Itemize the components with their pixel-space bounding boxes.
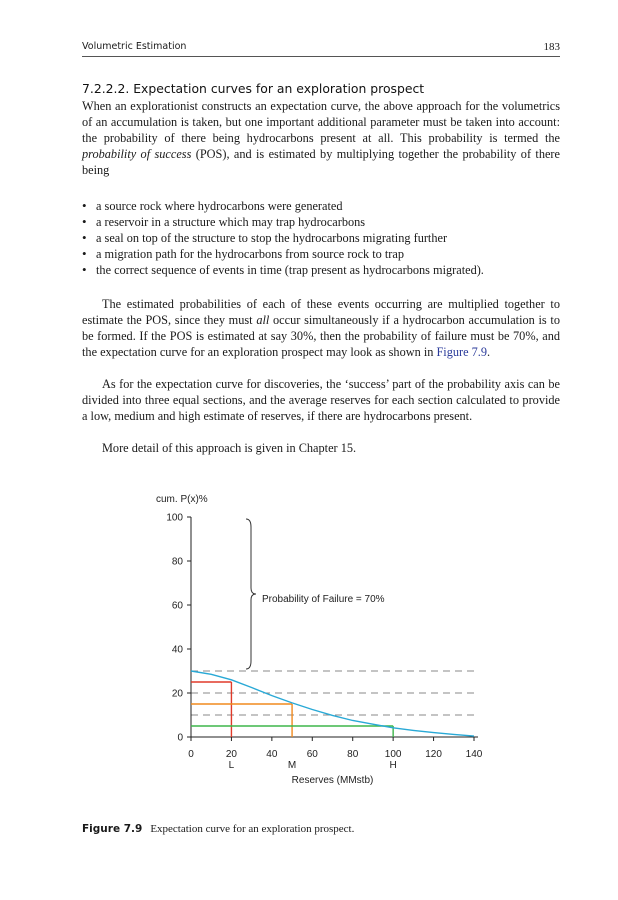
x-tick-label: 20	[225, 749, 237, 760]
expectation-chart	[140, 490, 500, 820]
section-heading: 7.2.2.2. Expectation curves for an exploration prospect	[82, 81, 425, 96]
success-paragraph: As for the expectation curve for discoveries, the ‘success’ part of the probability axis can be divided into three equal sections, and the average reserves for each section calculated to provide a low, medium and high estimate of reserves, if there are hydrocarbons present.	[82, 377, 560, 423]
y-tick-label: 100	[166, 512, 183, 524]
x-tick-label: 120	[425, 749, 442, 760]
x-tick-label: 80	[347, 749, 359, 760]
x-tick-label: 100	[384, 749, 402, 760]
y-tick-label: 60	[171, 600, 183, 612]
x-tick-label: 60	[306, 749, 318, 760]
pos-emphasis: all	[256, 313, 270, 327]
intro-text-1: When an explorationist constructs an expectation curve, the above approach for the volumetrics of an accumulation is taken, but one important additional parameter must be taken into account: the probability of there being hydrocarbons present at all. This probability is termed the	[82, 99, 560, 145]
y-tick-label: 80	[171, 556, 183, 568]
event-list	[82, 198, 560, 278]
list-item: • a reservoir in a structure which may trap hydrocarbons	[82, 214, 560, 230]
pos-text-1: The estimated probabilities of each of these events occurring are multiplied together to estimate the POS, since they must	[82, 297, 560, 327]
figure-caption	[82, 823, 354, 835]
figure-link[interactable]: Figure 7.9	[436, 345, 488, 359]
y-tick-label: 20	[171, 688, 183, 700]
estimate-label: L	[228, 760, 235, 771]
expectation-curve-figure	[140, 490, 500, 825]
estimate-label: H	[389, 760, 397, 771]
x-tick-label: 140	[465, 749, 483, 760]
chapter-reference: More detail of this approach is given in Chapter 15.	[102, 441, 357, 455]
intro-text-2: (POS), and is estimated by multiplying together the probability of there being	[82, 147, 560, 177]
y-tick-label: 40	[171, 644, 183, 656]
running-head	[82, 40, 560, 57]
caption-text: Expectation curve for an exploration prospect.	[150, 823, 355, 835]
x-axis-label: Reserves (MMstb)	[291, 775, 374, 786]
list-item: • the correct sequence of events in time (trap present as hydrocarbons migrated).	[82, 262, 560, 278]
pos-text-3: .	[487, 345, 491, 359]
y-axis-label: cum. P(x)%	[156, 494, 208, 505]
running-head-title: Volumetric Estimation	[82, 41, 187, 52]
page-number: 183	[543, 41, 560, 53]
pos-text-2: occur simultaneously if a hydrocarbon accumulation is to be formed. If the POS is estimated at say 30%, then the probability of failure must be 70%, and the expectation curve for an exploration prospect may look as shown in	[82, 313, 560, 359]
failure-brace	[246, 519, 256, 669]
list-item: • a seal on top of the structure to stop the hydrocarbons migrating further	[82, 230, 560, 246]
list-item: • a source rock where hydrocarbons were generated	[82, 198, 560, 214]
failure-annotation: Probability of Failure = 70%	[262, 594, 385, 605]
pos-paragraph	[82, 296, 560, 360]
caption-label: Figure 7.9	[82, 823, 143, 835]
list-item: • a migration path for the hydrocarbons from source rock to trap	[82, 246, 560, 262]
x-tick-label: 40	[266, 749, 278, 760]
y-tick-label: 0	[177, 732, 183, 744]
estimate-label: M	[287, 760, 297, 771]
intro-emphasis: probability of success	[82, 147, 192, 161]
x-tick-label: 0	[188, 749, 194, 760]
intro-paragraph	[82, 98, 560, 178]
